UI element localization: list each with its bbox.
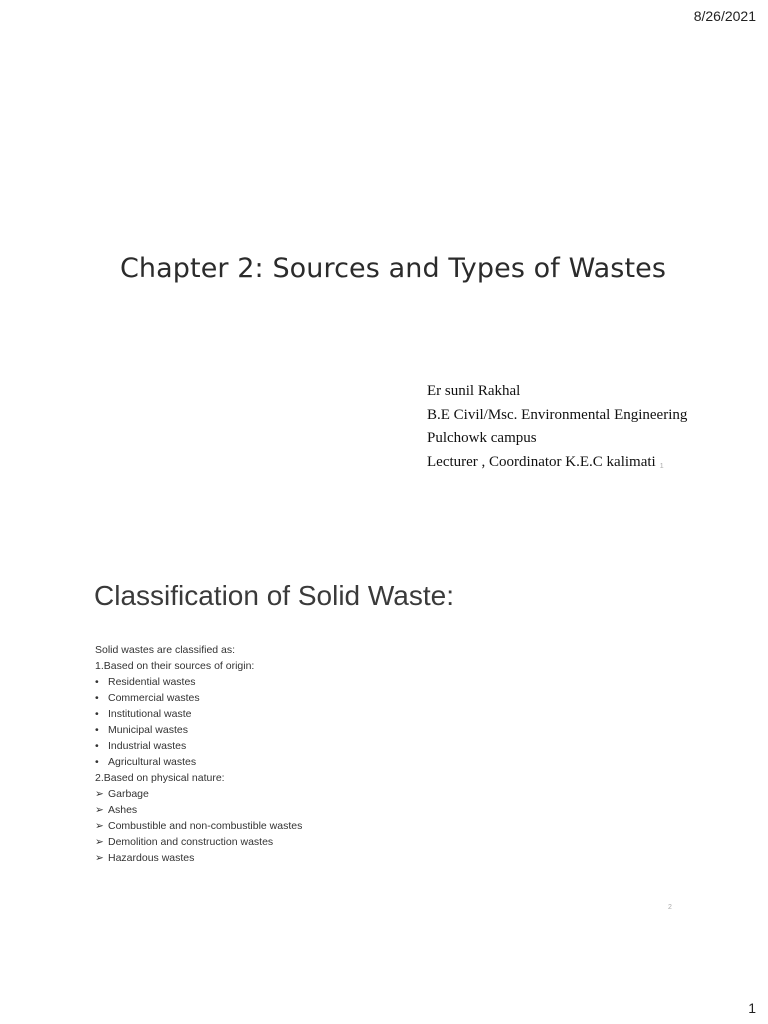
group-1-heading: 1.Based on their sources of origin:: [95, 660, 255, 672]
list-item-text: Garbage: [108, 788, 149, 800]
list-item: [95, 690, 302, 706]
list-item-text: Institutional waste: [108, 708, 192, 720]
classification-content: [95, 642, 302, 866]
list-item: [95, 674, 302, 690]
list-item-text: Industrial wastes: [108, 740, 187, 752]
author-campus: Pulchowk campus: [427, 430, 537, 446]
arrow-bullet-icon: ➢: [95, 820, 104, 832]
list-item-text: Commercial wastes: [108, 692, 200, 704]
list-item-text: Municipal wastes: [108, 724, 188, 736]
list-item: [95, 850, 302, 866]
print-date: 8/26/2021: [693, 8, 756, 24]
list-item-text: Demolition and construction wastes: [108, 836, 274, 848]
bullet-icon: •: [95, 692, 99, 704]
intro-text: Solid wastes are classified as:: [95, 644, 236, 656]
list-item: [95, 786, 302, 802]
list-item: [95, 802, 302, 818]
author-position: [427, 451, 687, 479]
arrow-bullet-icon: ➢: [95, 804, 104, 816]
list-item: [95, 738, 302, 754]
author-position-text: Lecturer , Coordinator K.E.C kalimati: [427, 453, 656, 470]
list-item: [95, 818, 302, 834]
author-name: Er sunil Rakhal: [427, 383, 521, 399]
list-item: [95, 754, 302, 770]
arrow-bullet-icon: ➢: [95, 852, 104, 864]
list-item: [95, 706, 302, 722]
bullet-icon: •: [95, 740, 99, 752]
bullet-icon: •: [95, 676, 99, 688]
arrow-bullet-icon: ➢: [95, 788, 104, 800]
author-degree: B.E Civil/Msc. Environmental Engineering: [427, 406, 688, 423]
list-item-text: Combustible and non-combustible wastes: [108, 820, 303, 832]
author-block: [427, 380, 687, 478]
bullet-icon: •: [95, 756, 99, 768]
list-item-text: Residential wastes: [108, 676, 196, 688]
list-item-text: Ashes: [108, 804, 138, 816]
list-item-text: Hazardous wastes: [108, 852, 195, 864]
arrow-bullet-icon: ➢: [95, 836, 104, 848]
bullet-icon: •: [95, 724, 99, 736]
slide-2-number: 2: [668, 904, 672, 911]
slide-1-title: Chapter 2: Sources and Types of Wastes: [119, 253, 667, 284]
page-number: 1: [748, 1000, 756, 1016]
bullet-icon: •: [95, 708, 99, 720]
group-2-heading: 2.Based on physical nature:: [95, 772, 225, 784]
list-item: [95, 722, 302, 738]
list-item-text: Agricultural wastes: [108, 756, 197, 768]
slide-1-number: 1: [659, 462, 664, 470]
slide-2-title: Classification of Solid Waste:: [94, 580, 454, 611]
list-item: [95, 834, 302, 850]
